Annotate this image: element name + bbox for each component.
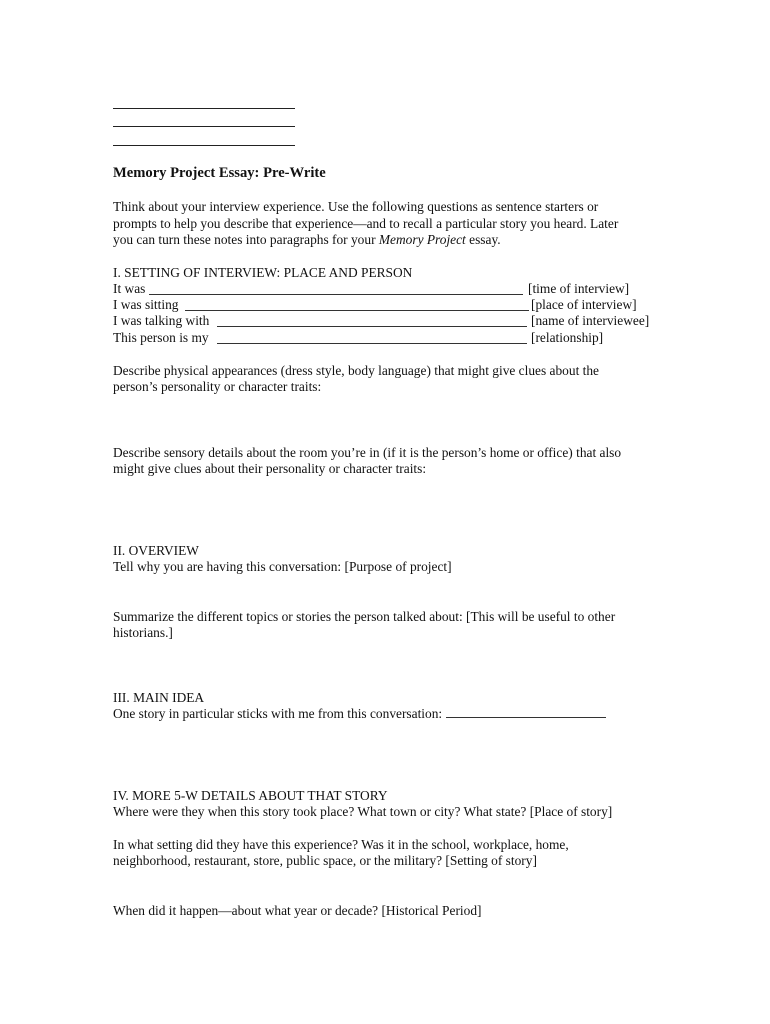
intro-line-1: Think about your interview experience. Use the following questions as sentence starters or [113, 199, 599, 214]
intro-line-3-end: essay. [465, 232, 501, 247]
row-label: It was [113, 281, 146, 296]
page-title: Memory Project Essay: Pre-Write [113, 165, 326, 181]
row-label: I was talking with [113, 313, 210, 328]
row-label: This person is my [113, 330, 209, 345]
section-1-heading: I. SETTING OF INTERVIEW: PLACE AND PERSON [113, 265, 413, 280]
time-blank[interactable] [149, 294, 523, 295]
date-blank-line[interactable] [113, 145, 295, 146]
row-label: I was sitting [113, 297, 179, 312]
summary-prompt-line-1: Summarize the different topics or stories the person talked about: [This will be useful to other [113, 609, 616, 624]
where-prompt: Where were they when this story took place? What town or city? What state? [Place of story] [113, 804, 613, 819]
teacher-blank-line[interactable] [113, 126, 295, 127]
relationship-blank[interactable] [217, 343, 527, 344]
intro-line-2: prompts to help you describe that experience—and to recall a particular story you heard. Later [113, 216, 619, 231]
sensory-prompt-line-1: Describe sensory details about the room you’re in (if it is the person’s home or office) that also [113, 445, 622, 460]
row-tag: [relationship] [531, 330, 604, 345]
story-prompt-text: One story in particular sticks with me from this conversation: [113, 706, 443, 721]
row-tag: [name of interviewee] [531, 313, 650, 328]
place-blank[interactable] [185, 310, 529, 311]
purpose-prompt: Tell why you are having this conversation: [Purpose of project] [113, 559, 452, 574]
setting-prompt-line-2: neighborhood, restaurant, store, public space, or the military? [Setting of story] [113, 853, 537, 868]
name-blank-line[interactable] [113, 108, 295, 109]
when-prompt: When did it happen—about what year or decade? [Historical Period] [113, 903, 482, 918]
physical-prompt-line-2: person’s personality or character traits: [113, 379, 322, 394]
row-tag: [place of interview] [531, 297, 637, 312]
physical-prompt-line-1: Describe physical appearances (dress style, body language) that might give clues about the [113, 363, 599, 378]
story-prompt [113, 706, 606, 722]
section-4-heading: IV. MORE 5-W DETAILS ABOUT THAT STORY [113, 788, 388, 803]
section-2-heading: II. OVERVIEW [113, 543, 199, 558]
intro-line-3 [113, 232, 501, 248]
section-3-heading: III. MAIN IDEA [113, 690, 205, 705]
story-blank[interactable] [446, 706, 606, 718]
setting-prompt-line-1: In what setting did they have this experience? Was it in the school, workplace, home, [113, 837, 569, 852]
intro-line-3-start: you can turn these notes into paragraphs for your [113, 232, 379, 247]
row-tag: [time of interview] [528, 281, 630, 296]
intro-italic-title: Memory Project [378, 232, 466, 247]
sensory-prompt-line-2: might give clues about their personality or character traits: [113, 461, 427, 476]
summary-prompt-line-2: historians.] [113, 625, 173, 640]
interviewee-blank[interactable] [217, 326, 527, 327]
